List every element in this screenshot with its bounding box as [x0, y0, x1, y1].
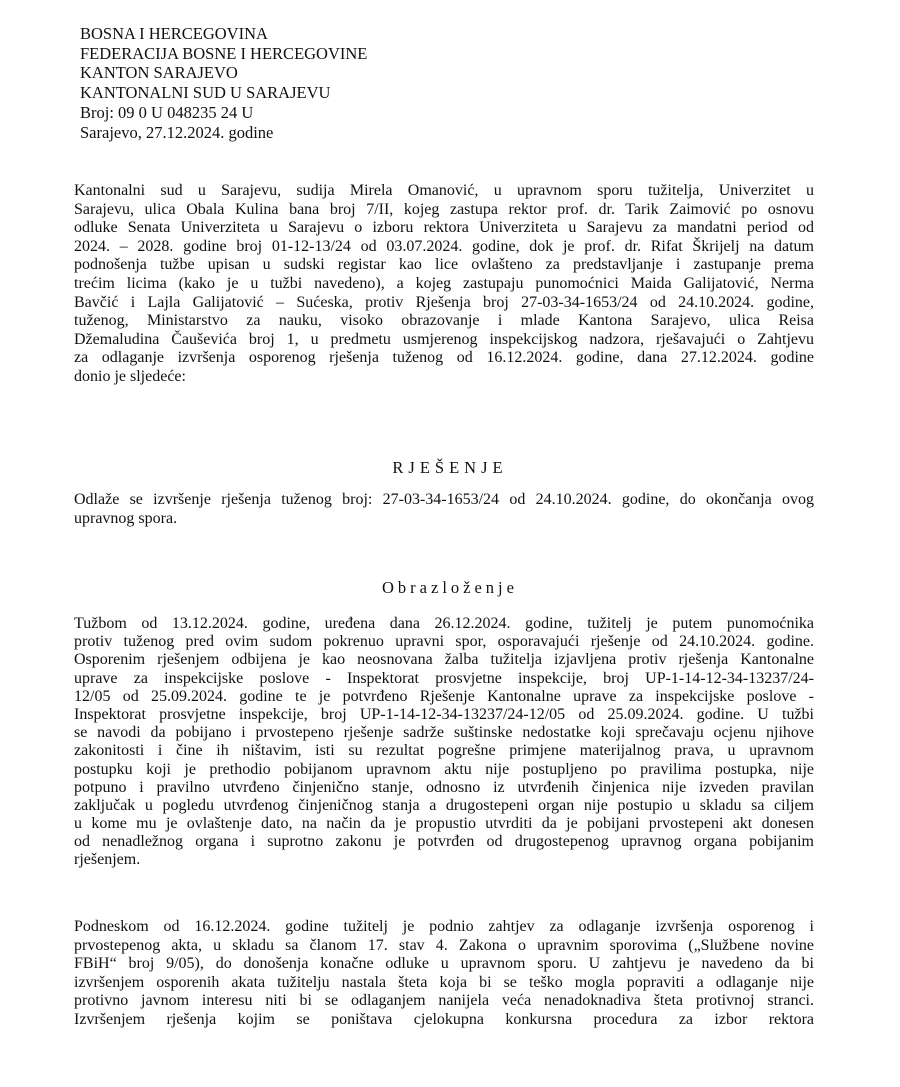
ruling-title: RJEŠENJE [392, 458, 508, 477]
ruling-line: Odlaže se izvršenje rješenja tuženog broj: 27-03-34-1653/24 od 24.10.2024. godine, do okončanja ovog [74, 491, 814, 508]
header-line-country: BOSNA I HERCEGOVINA [80, 24, 268, 43]
intro-line: podnošenja tužbe upisan u sudski registar kao lice ovlašteno za predstavljanje i zastupanje prema [74, 256, 814, 274]
intro-line: trećim licima (kako je u tužbi navedeno), a kojeg zastupaju punomoćnici Maida Galijatović, Nerma [74, 274, 814, 292]
intro-line: donio je sljedeće: [74, 367, 186, 385]
reasoning-line: u kome mu je ovlaštenje dato, na način da je propustio utvrditi da je pobijani prvostepeni akt donesen [74, 815, 814, 833]
intro-line: tuženog, Ministarstvo za nauku, visoko obrazovanje i mlade Kantona Sarajevo, ulica Reisa [74, 312, 814, 330]
reasoning-line: Tužbom od 13.12.2024. godine, uređena dana 26.12.2024. godine, tužitelj je putem punomoćnika [74, 615, 814, 632]
reasoning-title: Obrazloženje [382, 578, 518, 597]
intro-line: Bavčić i Lajla Galijatović – Sućeska, protiv Rješenja broj 27-03-34-1653/24 od 24.10.2024. godine, [74, 293, 814, 311]
intro-line: Kantonalni sud u Sarajevu, sudija Mirela Omanović, u upravnom sporu tužitelja, Univerzitet u [74, 182, 814, 199]
intro-line: odluke Senata Univerziteta u Sarajevu o izboru rektora Univerziteta u Sarajevu za mandatni period od [74, 219, 814, 237]
reasoning-line: zaključak u pogledu utvrđenog činjeničnog stanja a drugostepeni organ nije postupio u skladu sa ciljem [74, 796, 814, 814]
header-line-federation: FEDERACIJA BOSNE I HERCEGOVINE [80, 43, 368, 63]
reasoning-line: Inspektorat prosvjetne inspekcije, broj UP-1-14-12-34-13237/24-12/05 od 25.09.2024. godine. U tužbi [74, 705, 814, 723]
intro-line: 2024. – 2028. godine broj 01-12-13/24 od 03.07.2024. godine, dok je prof. dr. Rifat Škrijelj na datum [74, 237, 814, 255]
intro-paragraph [74, 182, 814, 387]
reasoning-line: izvršenjem osporenih akata tužitelju nastala šteta koja bi se teško mogla popraviti a odlaganje nije [74, 973, 814, 991]
reasoning-line: FBiH“ broj 9/05), do donošenja konačne odluke u upravnom sporu. U zahtjevu je navedeno da bi [74, 955, 814, 973]
reasoning-line: protiv tuženog pred ovim sudom pokrenuo upravni spor, osporavajući rješenje od 24.10.2024. godine. [74, 633, 814, 651]
reasoning-paragraph-2 [74, 918, 814, 1030]
reasoning-line: se navodi da pobijano i prvostepeno rješenje sadrže suštinske nedostatke koji sprečavaju ocjenu njihove [74, 724, 814, 742]
reasoning-line: Osporenim rješenjem odbijena je kao neosnovana žalba tužitelja izjavljena protiv rješenja Kantonalne [74, 651, 814, 669]
reasoning-line: zakonitosti i čine ih ništavim, isti su rezultat pogrešne primjene materijalnog prava, u upravnom [74, 742, 814, 760]
reasoning-line: Izvršenjem rješenja kojim se poništava cjelokupna konkursna procedura za izbor rektora [74, 1010, 814, 1028]
ruling-line: upravnog spora. [74, 509, 178, 527]
header-line-canton: KANTON SARAJEVO [80, 63, 238, 83]
reasoning-line: 12/05 od 25.09.2024. godine te je potvrđeno Rješenje Kantonalne uprave za inspekcijske poslove - [74, 687, 814, 705]
intro-line: Džemaludina Čauševića broj 1, u predmetu usmjerenog inspekcijskog nadzora, rješavajući o Zahtjevu [74, 330, 814, 348]
reasoning-line: potpuno i pravilno utvrđeno činjenično stanje, odnosno iz utvrđenih činjenica nije izveden pravilan [74, 778, 814, 796]
ruling-paragraph [74, 491, 814, 528]
court-header [80, 24, 367, 142]
header-line-court: KANTONALNI SUD U SARAJEVU [80, 83, 331, 103]
reasoning-line: postupku koji je prethodio pobijanom upravnom aktu nije postupljeno po pravilima postupka, nije [74, 760, 814, 778]
reasoning-line: od nenadležnog organa i suprotno zakonu je potvrđen od drugostepenog upravnog organa pobijanim [74, 833, 814, 851]
intro-line: za odlaganje izvršenja osporenog rješenja tuženog od 16.12.2024. godine, dana 27.12.2024. godine [74, 349, 814, 367]
reasoning-line: protivno javnom interesu niti bi se odlaganjem nanijela veća nenadoknadiva šteta protivnoj stranci. [74, 992, 814, 1010]
reasoning-paragraph-1 [74, 615, 814, 870]
reasoning-line: uprave za inspekcijske poslove - Inspektorat prosvjetne inspekcije, broj UP-1-14-12-34-13237/24- [74, 669, 814, 687]
reasoning-line: Podneskom od 16.12.2024. godine tužitelj je podnio zahtjev za odlaganje izvršenja osporenog i [74, 918, 814, 935]
reasoning-line: rješenjem. [74, 851, 141, 869]
reasoning-line: prvostepenog akta, u skladu sa članom 17. stav 4. Zakona o upravnim sporovima („Službene novine [74, 936, 814, 954]
header-line-case-number: Broj: 09 0 U 048235 24 U [80, 102, 254, 122]
header-line-place-date: Sarajevo, 27.12.2024. godine [80, 122, 274, 142]
intro-line: Sarajevu, ulica Obala Kulina bana broj 7/II, kojeg zastupa rektor prof. dr. Tarik Zaimović po osnovu [74, 200, 814, 218]
